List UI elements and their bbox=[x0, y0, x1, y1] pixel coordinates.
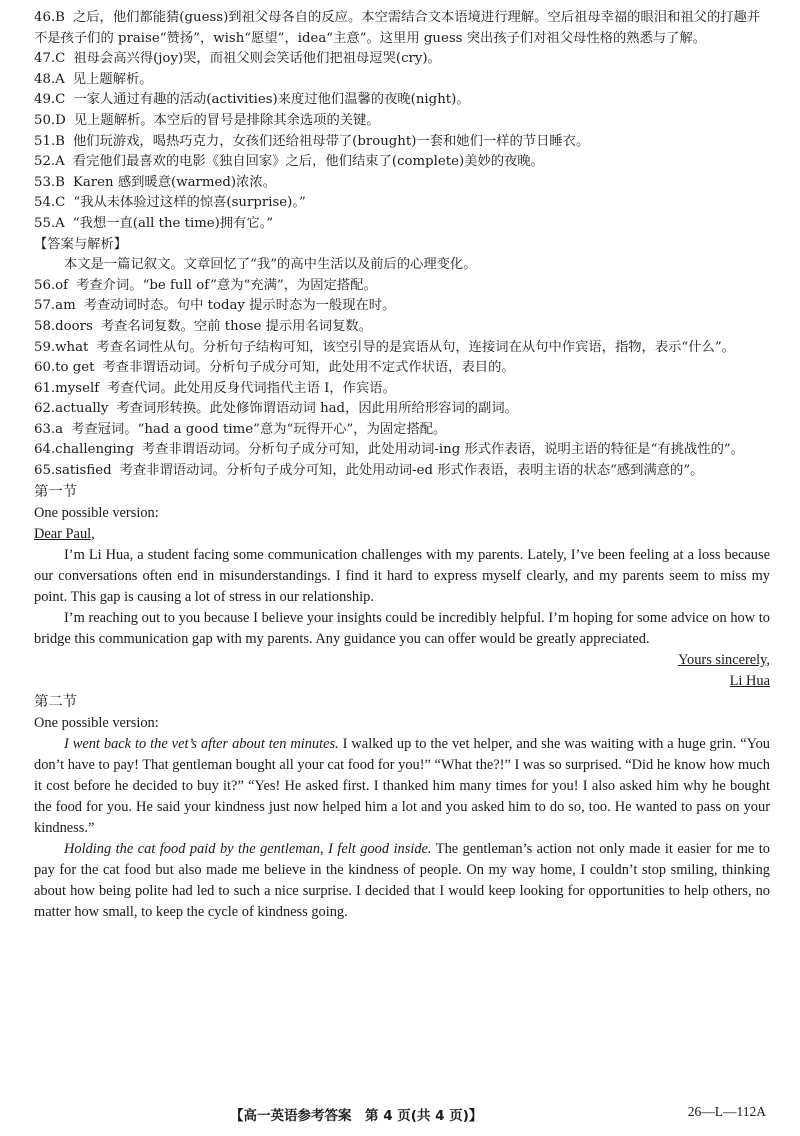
answer-item bbox=[34, 276, 770, 297]
item-explanation: Karen 感到暖意(warmed)浓浓。 bbox=[72, 174, 276, 190]
letter-signature: Li Hua bbox=[729, 672, 770, 689]
answer-item bbox=[34, 193, 770, 214]
item-number: 65. bbox=[34, 463, 56, 479]
item-number: 52. bbox=[34, 154, 56, 170]
item-answer: B bbox=[55, 133, 65, 149]
item-answer: A bbox=[55, 71, 65, 87]
footer-title: 【高一英语参考答案 第 4 页(共 4 页)】 bbox=[230, 1108, 483, 1124]
item-explanation: “我从未体验过这样的惊喜(surprise)。” bbox=[73, 195, 306, 211]
item-answer: doors bbox=[55, 318, 93, 334]
answer-sheet-page bbox=[34, 8, 770, 923]
answer-item bbox=[34, 90, 770, 111]
analysis-intro: 本文是一篇记叙文。文章回忆了“我”的高中生活以及前后的心理变化。 bbox=[64, 257, 477, 273]
item-explanation: 考查非谓语动词。分析句子成分可知，此处用不定式作状语，表目的。 bbox=[102, 360, 515, 376]
item-number: 51. bbox=[34, 133, 56, 149]
item-explanation: 考查介词。“be full of”意为“充满”，为固定搭配。 bbox=[76, 277, 377, 293]
item-number: 48. bbox=[34, 71, 56, 87]
item-explanation: 考查非谓语动词。分析句子成分可知，此处用动词-ing 形式作表语，说明主语的特征是“有挑战性的”。 bbox=[141, 442, 744, 458]
item-explanation: 考查非谓语动词。分析句子成分可知，此处用动词-ed 形式作表语，表明主语的状态“感到满意的”。 bbox=[119, 463, 704, 479]
story-paragraph-one-lead: I went back to the vet’s after about ten minutes. bbox=[64, 735, 339, 752]
item-answer: to get bbox=[55, 360, 95, 376]
story-paragraph-two bbox=[34, 839, 770, 923]
answer-list-a bbox=[34, 8, 770, 235]
section-two-possible-version: One possible version: bbox=[34, 714, 159, 731]
answer-item bbox=[34, 420, 770, 441]
item-number: 64. bbox=[34, 442, 56, 458]
item-explanation: 见上题解析。 bbox=[72, 71, 153, 87]
item-explanation: 考查代词。此处用反身代词指代主语 I，作宾语。 bbox=[107, 380, 396, 396]
item-number: 55. bbox=[34, 215, 56, 231]
answer-item bbox=[34, 338, 770, 359]
item-explanation: 考查名词复数。空前 those 提示用名词复数。 bbox=[100, 318, 372, 334]
item-answer: C bbox=[55, 92, 66, 108]
answer-item bbox=[34, 296, 770, 317]
item-number: 57. bbox=[34, 298, 56, 314]
answer-item bbox=[34, 440, 770, 461]
answer-item bbox=[34, 358, 770, 379]
section-one-heading: 第一节 bbox=[34, 483, 78, 500]
answer-item bbox=[34, 49, 770, 70]
item-explanation: 他们玩游戏，喝热巧克力，女孩们还给祖母带了(brought)一套和她们一样的节日睡衣。 bbox=[72, 133, 590, 149]
answer-item bbox=[34, 461, 770, 482]
story-paragraph-two-lead: Holding the cat food paid by the gentleman, I felt good inside. bbox=[64, 840, 432, 857]
item-explanation: 看完他们最喜欢的电影《独自回家》之后，他们结束了(complete)美妙的夜晚。 bbox=[72, 154, 544, 170]
item-answer: A bbox=[55, 215, 65, 231]
letter-paragraph: I’m Li Hua, a student facing some communication challenges with my parents. Lately, I’ve been feeling at a loss because our conversations often end in misunderstandings. I find it hard to express myself clearly, and my parents seem to miss my point. This gap is causing a lot of stress in our relationship. bbox=[34, 546, 770, 605]
item-number: 56. bbox=[34, 277, 56, 293]
item-answer: C bbox=[55, 51, 66, 67]
letter-paragraph: I’m reaching out to you because I believe your insights could be incredibly helpful. I’m hoping for some advice on how to bridge this communication gap with my parents. Any guidance you can offer would be greatly appreciated. bbox=[34, 609, 770, 647]
answer-item bbox=[34, 70, 770, 91]
footer-code: 26—L—112A bbox=[687, 1104, 766, 1119]
page-footer bbox=[0, 1104, 800, 1128]
answer-item bbox=[34, 152, 770, 173]
item-answer: D bbox=[55, 112, 66, 128]
item-answer: B bbox=[55, 174, 65, 190]
story-paragraph-two-body: The gentleman’s action not only made it easier for me to pay for the cat food but also made me believe in the kindness of people. On my way home, I couldn’t stop smiling, thinking about how being polite had led to such a nice surprise. I decided that I would keep looking for opportunities to help others, no matter how small, to keep the cycle of kindness going. bbox=[34, 840, 770, 920]
item-number: 58. bbox=[34, 318, 56, 334]
item-answer: actually bbox=[55, 401, 109, 417]
item-number: 46. bbox=[34, 10, 56, 25]
item-number: 59. bbox=[34, 339, 56, 355]
section-two-heading: 第二节 bbox=[34, 693, 78, 710]
answer-item bbox=[34, 317, 770, 338]
item-explanation: 考查词形转换。此处修饰谓语动词 had，因此用所给形容词的副词。 bbox=[116, 401, 518, 417]
item-explanation: 祖母会高兴得(joy)哭，而祖父则会笑话他们把祖母逗哭(cry)。 bbox=[73, 51, 441, 67]
writing-section-one bbox=[34, 482, 770, 692]
answer-item bbox=[34, 399, 770, 420]
item-explanation: “我想一直(all the time)拥有它。” bbox=[72, 215, 274, 231]
item-number: 53. bbox=[34, 174, 56, 190]
item-answer: of bbox=[55, 277, 69, 293]
answer-list-b bbox=[34, 276, 770, 482]
analysis-heading: 【答案与解析】 bbox=[34, 236, 128, 252]
item-number: 63. bbox=[34, 421, 56, 437]
item-explanation: 考查动词时态。句中 today 提示时态为一般现在时。 bbox=[83, 298, 396, 314]
story-paragraph-one-body: I walked up to the vet helper, and she was waiting with a huge grin. “You don’t have to pay! That gentleman bought all your cat food for you!” “What the?!” I was so surprised. “Did he know how much it cost before he decided to buy it?” “Yes! He asked first. I thanked him many times for you! I also asked him why he bought the food for you. He said your kindness just now helped him a lot and you asked him to do so, too. He wanted to pass on your kindness.” bbox=[34, 735, 770, 836]
item-answer: what bbox=[55, 339, 89, 355]
item-number: 54. bbox=[34, 195, 56, 211]
item-answer: am bbox=[55, 298, 76, 314]
item-answer: B bbox=[55, 10, 65, 25]
item-answer: C bbox=[55, 195, 66, 211]
answer-item bbox=[34, 214, 770, 235]
item-answer: A bbox=[55, 154, 65, 170]
item-explanation: 之后，他们都能猜(guess)到祖父母各自的反应。本空需结合文本语境进行理解。空后祖母幸福的眼泪和祖父的打趣并不是孩子们的 praise“赞扬”，wish“愿望”，idea“主意”。这里用 guess 突出孩子们对祖父母性格的熟悉与了解。 bbox=[34, 10, 761, 46]
item-answer: satisfied bbox=[55, 463, 112, 479]
item-explanation: 见上题解析。本空后的冒号是排除其余选项的关键。 bbox=[73, 112, 380, 128]
item-answer: a bbox=[55, 421, 64, 437]
answer-item bbox=[34, 173, 770, 194]
item-explanation: 考查冠词。“had a good time”意为“玩得开心”，为固定搭配。 bbox=[71, 421, 447, 437]
item-answer: myself bbox=[55, 380, 100, 396]
item-number: 62. bbox=[34, 401, 56, 417]
item-explanation: 一家人通过有趣的活动(activities)来度过他们温馨的夜晚(night)。 bbox=[73, 92, 470, 108]
item-number: 49. bbox=[34, 92, 56, 108]
section-one-possible-version: One possible version: bbox=[34, 504, 159, 521]
item-number: 61. bbox=[34, 380, 56, 396]
item-number: 60. bbox=[34, 360, 56, 376]
writing-section-two bbox=[34, 692, 770, 923]
answer-item bbox=[34, 111, 770, 132]
story-paragraph-one bbox=[34, 734, 770, 839]
letter-closing: Yours sincerely, bbox=[678, 651, 770, 668]
item-number: 47. bbox=[34, 51, 56, 67]
item-number: 50. bbox=[34, 112, 56, 128]
answer-item bbox=[34, 132, 770, 153]
item-explanation: 考查名词性从句。分析句子结构可知，该空引导的是宾语从句，连接词在从句中作宾语，指物，表示“什么”。 bbox=[96, 339, 735, 355]
answer-item bbox=[34, 8, 770, 49]
letter-salutation: Dear Paul, bbox=[34, 525, 95, 542]
item-answer: challenging bbox=[55, 442, 134, 458]
answer-item bbox=[34, 379, 770, 400]
